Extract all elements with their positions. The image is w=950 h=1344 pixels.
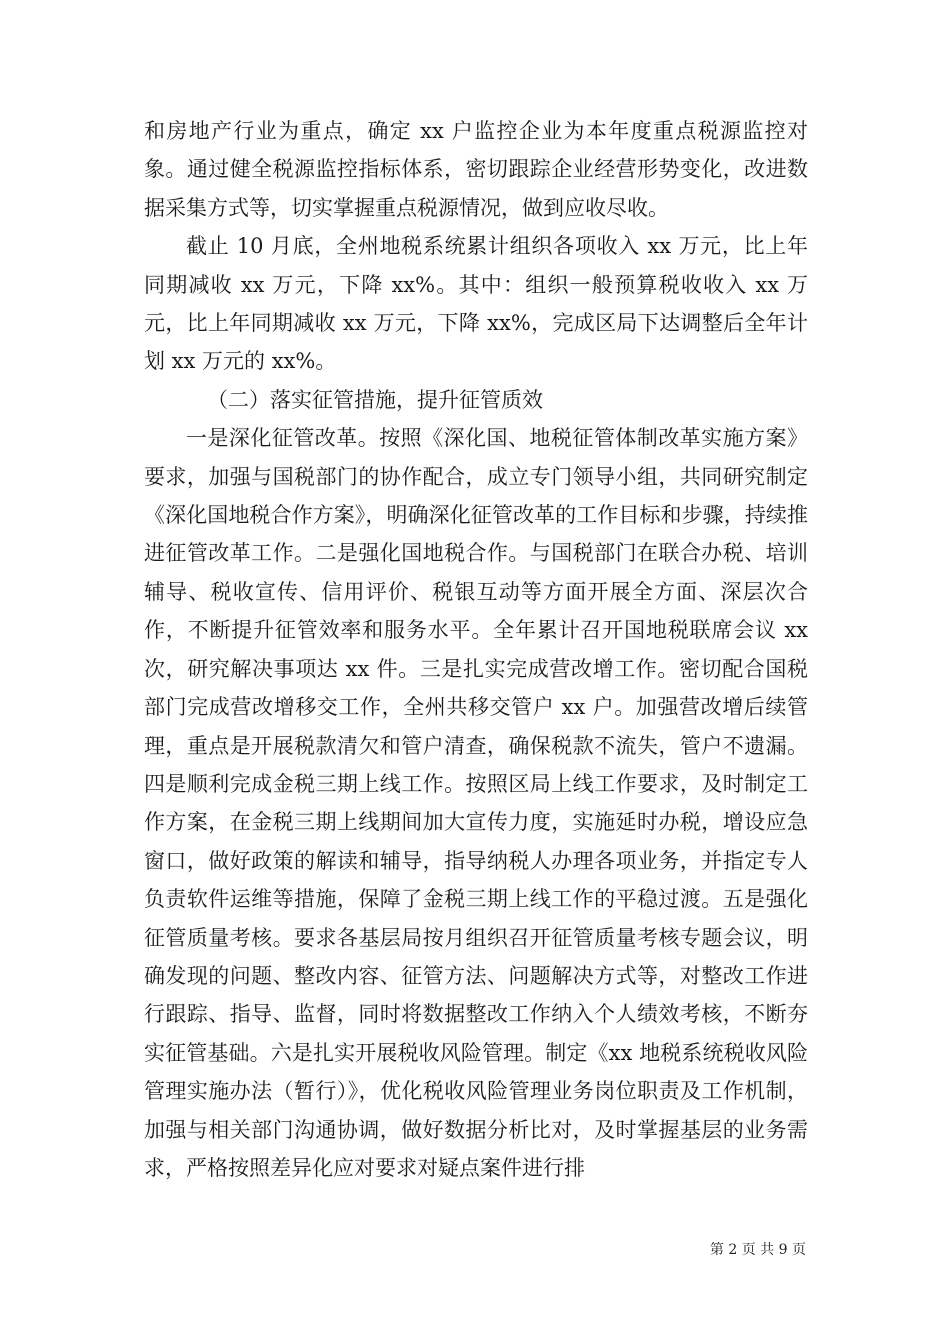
section-heading: （二）落实征管措施，提升征管质效 xyxy=(207,387,543,412)
paragraph-collection-measures: 一是深化征管改革。按照《深化国、地税征管体制改革实施方案》要求，加强与国税部门的协作配合，成立专门领导小组，共同研究制定《深化国地税合作方案》，明确深化征管改革的工作目标和步骤，持续推进征管改革工作。二是强化国地税合作。与国税部门在联合办税、培训辅导、税收宣传、信用评价、税银互动等方面开展全方面、深层次合作，不断提升征管效率和服务水平。全年累计召开国地税联席会议 xx 次，研究解决事项达 xx 件。三是扎实完成营改增工作。密切配合国税部门完成营改增移交工作，全州共移交管户 xx 户。加强营改增后续管理，重点是开展税款清欠和管户清查，确保税款不流失，管户不遗漏。四是顺利完成金税三期上线工作。按照区局上线工作要求，及时制定工作方案，在金税三期上线期间加大宣传力度，实施延时办税，增设应急窗口，做好政策的解读和辅导，指导纳税人办理各项业务，并指定专人负责软件运维等措施，保障了金税三期上线工作的平稳过渡。五是强化征管质量考核。要求各基层局按月组织召开征管质量考核专题会议，明确发现的问题、整改内容、征管方法、问题解决方式等，对整改工作进行跟踪、指导、监督，同时将数据整改工作纳入个人绩效考核，不断夯实征管基础。六是扎实开展税收风险管理。制定《xx 地税系统税收风险管理实施办法（暂行）》，优化税收风险管理业务岗位职责及工作机制，加强与相关部门沟通协调，做好数据分析比对，及时掌握基层的业务需求，严格按照差异化应对要求对疑点案件进行排 xyxy=(144,426,808,1180)
paragraph-tax-source-monitoring: 和房地产行业为重点，确定 xx 户监控企业为本年度重点税源监控对象。通过健全税源监控指标体系，密切跟踪企业经营形势变化，改进数据采集方式等，切实掌握重点税源情况，做到应收尽收。 xyxy=(144,119,808,220)
paragraph-revenue-summary: 截止 10 月底，全州地税系统累计组织各项收入 xx 万元，比上年同期减收 xx 万元，下降 xx%。其中：组织一般预算税收收入 xx 万元，比上年同期减收 xx 万元，下降 xx%，完成区局下达调整后全年计划 xx 万元的 xx%。 xyxy=(144,234,808,374)
document-body xyxy=(144,112,808,1187)
page-number: 第 2 页 共 9 页 xyxy=(709,1242,806,1258)
